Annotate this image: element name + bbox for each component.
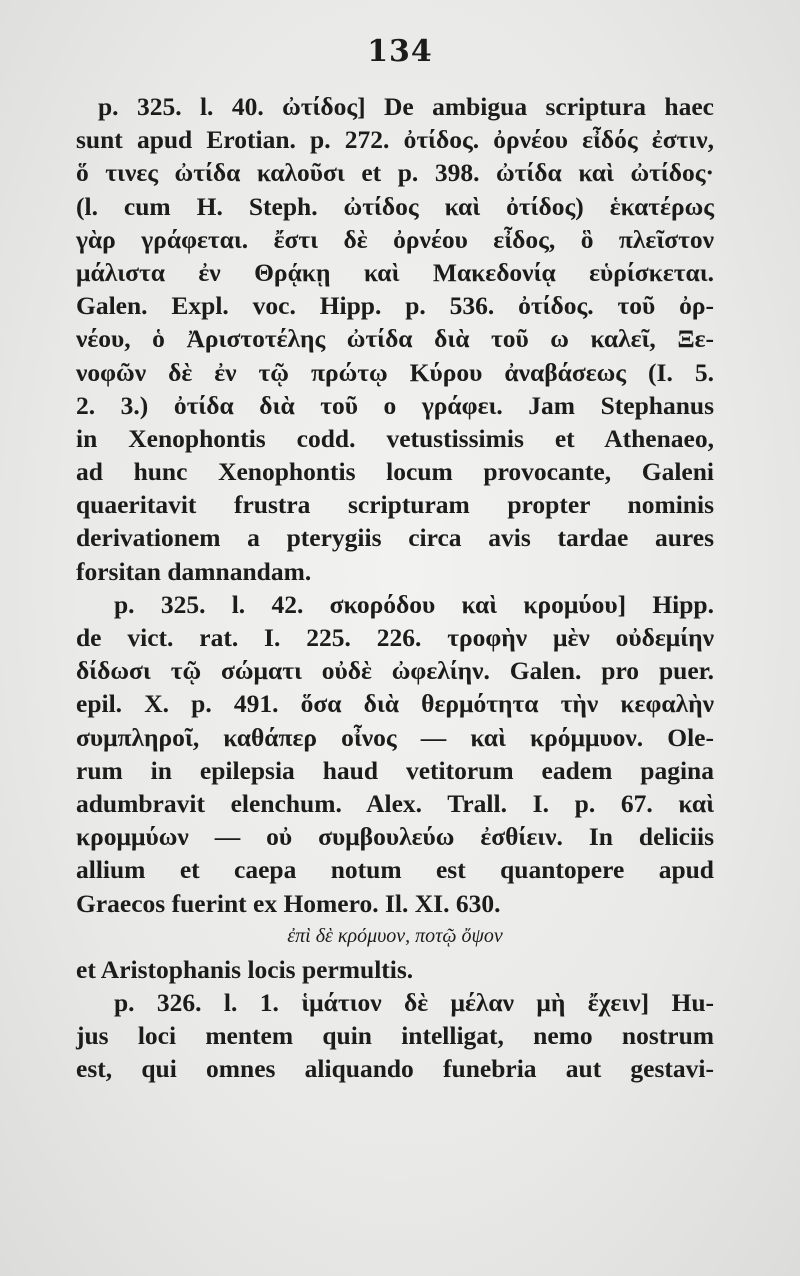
text-line: est, qui omnes aliquando funebria aut gestavi- [76,1054,714,1084]
text-line: p. 325. l. 42. σκορόδου καὶ κρομύου] Hipp. [114,589,714,619]
text-line: ἐπὶ δὲ κρόμυον, ποτῷ ὄψον [287,924,503,947]
text-line: et Aristophanis locis permultis. [76,954,414,984]
text-line: νοφῶν δὲ ἐν τῷ πρώτῳ Κύρου ἀναβάσεως (I. 5. [76,357,714,387]
text-line: 2. 3.) ὀτίδα διὰ τοῦ ο γράφει. Jam Stephanus [76,390,714,420]
text-line: συμπληροῖ, καθάπερ οἶνος — καὶ κρόμμυον. Ole- [76,722,714,752]
text-line: derivationem a pterygiis circa avis tardae aures [76,523,714,553]
text-line: p. 326. l. 1. ἱμάτιον δὲ μέλαν μὴ ἔχειν] Hu- [114,988,714,1018]
text-line: (l. cum H. Steph. ὠτίδος καὶ ὀτίδος) ἑκατέρως [76,191,714,221]
text-line: sunt apud Erotian. p. 272. ὀτίδος. ὀρνέου εἶδός ἐστιν, [76,125,714,155]
text-line: allium et caepa notum est quantopere apud [76,855,714,885]
text-line: ad hunc Xenophontis locum provocante, Galeni [76,457,714,487]
text-line: forsitan damnandam. [76,556,312,586]
text-line: ὅ τινες ὠτίδα καλοῦσι et p. 398. ὠτίδα καὶ ὠτίδος· [76,158,714,188]
text-line: jus loci mentem quin intelligat, nemo nostrum [76,1021,714,1051]
text-line: Graecos fuerint ex Homero. Il. XI. 630. [76,888,501,918]
page-number: 134 [367,34,433,69]
text-line: quaeritavit frustra scripturam propter nominis [76,490,714,520]
body-text [76,90,714,1086]
text-line: rum in epilepsia haud vetitorum eadem pagina [76,755,714,785]
text-line: μάλιστα ἐν Θρᾴκῃ καὶ Μακεδονίᾳ εὑρίσκεται. [76,257,714,287]
text-line: κρομμύων — οὐ συμβουλεύω ἐσθίειν. In deliciis [76,822,714,852]
text-line: γὰρ γράφεται. ἔστι δὲ ὀρνέου εἶδος, ὃ πλεῖστον [76,224,714,254]
text-line: Galen. Expl. voc. Hipp. p. 536. ὀτίδος. τοῦ ὀρ- [76,291,714,321]
text-line: in Xenophontis codd. vetustissimis et Athenaeo, [76,423,714,453]
text-line: δίδωσι τῷ σώματι οὐδὲ ὠφελίην. Galen. pro puer. [76,656,714,686]
text-line: adumbravit elenchum. Alex. Trall. I. p. 67. καὶ [76,788,714,818]
text-line: p. 325. l. 40. ὠτίδος] De ambigua scriptura haec [98,92,714,121]
text-line: de vict. rat. I. 225. 226. τροφὴν μὲν οὐδεμίην [76,623,714,652]
text-line: νέου, ὁ Ἀριστοτέλης ὠτίδα διὰ τοῦ ω καλεῖ, Ξε- [76,324,714,354]
text-line: epil. X. p. 491. ὅσα διὰ θερμότητα τὴν κεφαλὴν [76,689,714,719]
